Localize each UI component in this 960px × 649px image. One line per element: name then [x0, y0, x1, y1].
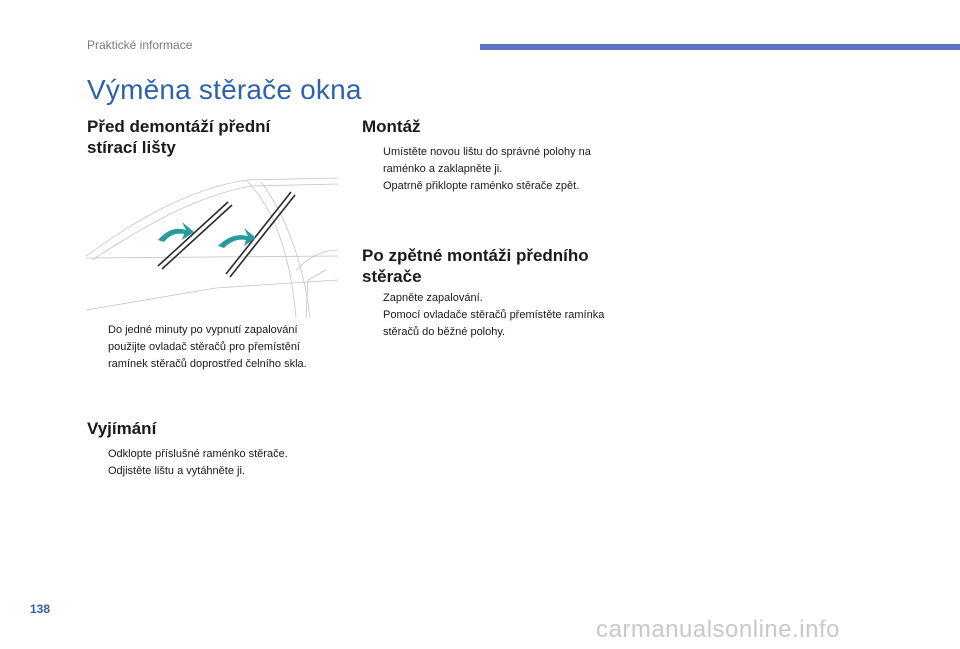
page-number: 138	[30, 602, 51, 616]
section-heading: Po zpětné montáži předního stěrače	[362, 246, 589, 286]
header-accent-bar	[480, 44, 960, 50]
list-installation	[362, 144, 622, 195]
wiper-blade-right	[226, 192, 295, 277]
section-heading: Montáž	[362, 117, 421, 136]
list-item: Pomocí ovladače stěračů přemístěte ramínka stěračů do běžné polohy.	[383, 309, 605, 338]
list-item: Do jedné minuty po vypnutí zapalování použijte ovladač stěračů pro přemístění ramínek stěračů doprostřed čelního skla.	[108, 324, 307, 370]
list-item: Odjistěte lištu a vytáhněte ji.	[108, 465, 245, 477]
section-title-removal	[87, 418, 317, 439]
section-title-installation	[362, 116, 612, 137]
list-item: Umístěte novou lištu do správné polohy na raménko a zaklapněte ji.	[383, 146, 591, 175]
list-after-installation	[362, 290, 622, 341]
section-title-before-removal	[87, 116, 317, 158]
list-item: Opatrně přiklopte raménko stěrače zpět.	[383, 180, 580, 192]
header-section-label: Praktické informace	[87, 38, 193, 52]
list-removal	[87, 446, 337, 480]
list-before-removal	[87, 322, 337, 373]
watermark: carmanualsonline.info	[596, 616, 840, 643]
arrow-icon	[218, 228, 256, 248]
page-title: Výměna stěrače okna	[87, 74, 362, 105]
list-item: Odklopte příslušné raménko stěrače.	[108, 448, 288, 460]
wiper-illustration	[86, 170, 338, 318]
section-title-after-installation	[362, 245, 632, 287]
list-item: Zapněte zapalování.	[383, 292, 483, 304]
section-heading: Vyjímání	[87, 419, 157, 438]
section-heading: Před demontáží přední stírací lišty	[87, 117, 271, 157]
